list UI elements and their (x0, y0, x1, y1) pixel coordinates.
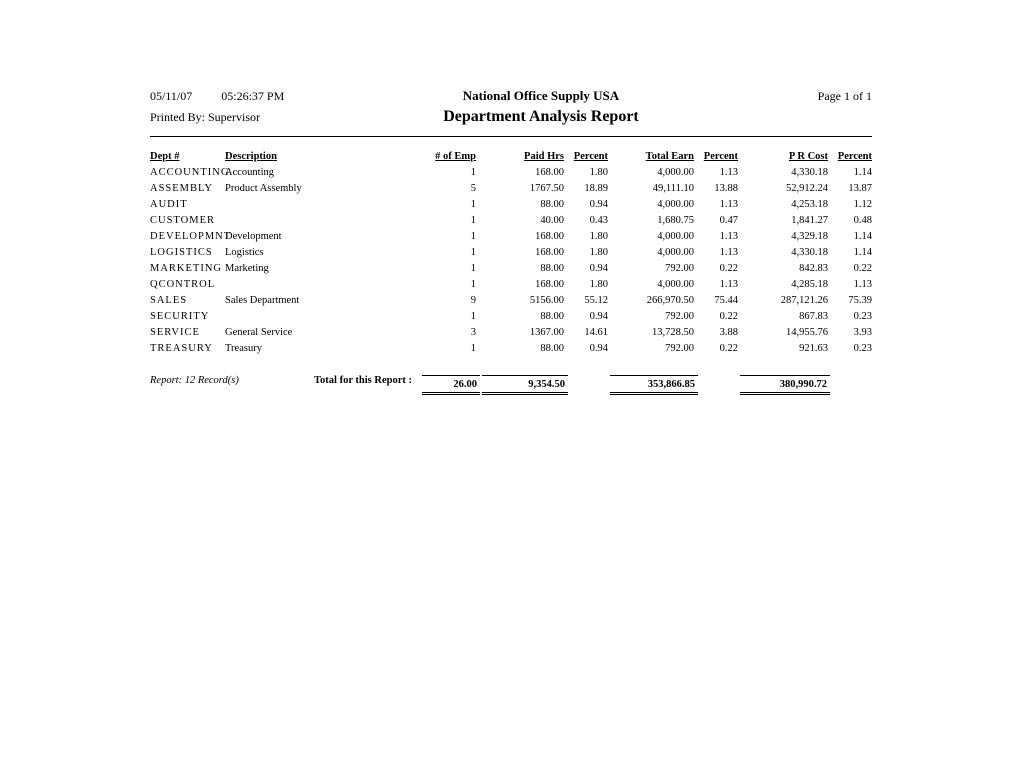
cell-description: Development (225, 231, 282, 242)
cell-dept: TREASURY (150, 343, 213, 354)
cell-percent-3: 0.23 (853, 311, 872, 322)
cell-paid-hrs: 88.00 (540, 263, 564, 274)
cell-paid-hrs: 168.00 (535, 231, 564, 242)
record-count: Report: 12 Record(s) (150, 375, 239, 386)
cell-dept: SALES (150, 295, 188, 306)
cell-percent-2: 13.88 (714, 183, 738, 194)
cell-percent-3: 1.13 (853, 279, 872, 290)
cell-description: Product Assembly (225, 183, 302, 194)
cell-percent-1: 1.80 (589, 231, 608, 242)
cell-percent-1: 14.61 (584, 327, 608, 338)
cell-num-emp: 1 (470, 311, 476, 322)
cell-num-emp: 1 (470, 231, 476, 242)
cell-percent-1: 0.43 (589, 215, 608, 226)
cell-num-emp: 1 (470, 247, 476, 258)
cell-num-emp: 1 (470, 199, 476, 210)
cell-description (225, 213, 400, 229)
cell-description: Marketing (225, 263, 269, 274)
cell-dept: ASSEMBLY (150, 183, 213, 194)
cell-percent-1: 0.94 (589, 263, 608, 274)
cell-description (225, 197, 400, 213)
cell-percent-3: 1.14 (853, 167, 872, 178)
cell-total-earn: 4,000.00 (657, 247, 694, 258)
cell-percent-3: 1.12 (853, 199, 872, 210)
cell-description: Treasury (225, 343, 262, 354)
cell-dept: DEVELOPMNT (150, 231, 232, 242)
cell-total-earn: 13,728.50 (652, 327, 694, 338)
cell-percent-3: 13.87 (848, 183, 872, 194)
cell-pr-cost: 4,330.18 (791, 167, 828, 178)
cell-percent-2: 0.22 (719, 263, 738, 274)
cell-dept: SECURITY (150, 311, 210, 322)
cell-description (225, 309, 400, 325)
cell-pr-cost: 867.83 (799, 311, 828, 322)
cell-total-earn: 4,000.00 (657, 167, 694, 178)
cell-percent-2: 0.22 (719, 311, 738, 322)
cell-dept: QCONTROL (150, 279, 216, 290)
total-label: Total for this Report : (314, 375, 412, 386)
cell-pr-cost: 4,329.18 (791, 231, 828, 242)
report-datetime (150, 89, 360, 104)
cell-paid-hrs: 168.00 (535, 279, 564, 290)
cell-percent-2: 0.22 (719, 343, 738, 354)
header-divider (150, 136, 872, 137)
cell-num-emp: 1 (470, 215, 476, 226)
total-paid-hrs: 9,354.50 (482, 375, 568, 395)
cell-percent-1: 1.80 (589, 279, 608, 290)
cell-percent-1: 18.89 (584, 183, 608, 194)
cell-dept: CUSTOMER (150, 215, 215, 226)
cell-percent-2: 1.13 (719, 167, 738, 178)
col-header-percent-1: Percent (573, 151, 608, 162)
cell-dept: AUDIT (150, 199, 188, 210)
cell-percent-2: 1.13 (719, 279, 738, 290)
col-header-percent-3: Percent (837, 151, 872, 162)
cell-paid-hrs: 1367.00 (529, 327, 564, 338)
cell-percent-1: 1.80 (589, 167, 608, 178)
page-number: Page 1 of 1 (817, 89, 872, 103)
cell-percent-3: 1.14 (853, 247, 872, 258)
cell-percent-1: 0.94 (589, 311, 608, 322)
cell-num-emp: 5 (470, 183, 476, 194)
cell-dept: SERVICE (150, 327, 200, 338)
cell-percent-3: 0.48 (853, 215, 872, 226)
cell-num-emp: 1 (470, 279, 476, 290)
cell-percent-1: 55.12 (584, 295, 608, 306)
total-num-emp: 26.00 (422, 375, 480, 395)
cell-percent-1: 0.94 (589, 343, 608, 354)
cell-percent-2: 1.13 (719, 231, 738, 242)
cell-percent-2: 0.47 (719, 215, 738, 226)
table-header-row (150, 149, 872, 165)
cell-pr-cost: 4,253.18 (791, 199, 828, 210)
cell-percent-3: 0.22 (853, 263, 872, 274)
report-page (150, 88, 872, 405)
table-body (150, 165, 872, 357)
cell-pr-cost: 921.63 (799, 343, 828, 354)
cell-percent-3: 3.93 (853, 327, 872, 338)
cell-paid-hrs: 40.00 (540, 215, 564, 226)
cell-total-earn: 4,000.00 (657, 199, 694, 210)
cell-total-earn: 266,970.50 (646, 295, 694, 306)
cell-num-emp: 9 (470, 295, 476, 306)
cell-num-emp: 1 (470, 263, 476, 274)
cell-dept: ACCOUNTING (150, 167, 230, 178)
cell-total-earn: 4,000.00 (657, 279, 694, 290)
report-date: 05/11/07 (150, 89, 193, 103)
report-header-line2 (150, 108, 872, 126)
col-header-description: Description (225, 151, 277, 162)
cell-percent-1: 0.94 (589, 199, 608, 210)
cell-percent-2: 3.88 (719, 327, 738, 338)
cell-percent-3: 0.23 (853, 343, 872, 354)
cell-pr-cost: 287,121.26 (780, 295, 828, 306)
report-header-line1 (150, 88, 872, 104)
cell-description: Logistics (225, 247, 264, 258)
cell-paid-hrs: 88.00 (540, 311, 564, 322)
cell-description (225, 277, 400, 293)
cell-total-earn: 49,111.10 (652, 183, 694, 194)
col-header-paid-hrs: Paid Hrs (524, 151, 564, 162)
cell-pr-cost: 1,841.27 (791, 215, 828, 226)
total-total-earn: 353,866.85 (610, 375, 698, 395)
cell-paid-hrs: 88.00 (540, 199, 564, 210)
cell-total-earn: 792.00 (665, 263, 694, 274)
cell-pr-cost: 842.83 (799, 263, 828, 274)
cell-dept: MARKETING (150, 263, 222, 274)
cell-description: General Service (225, 327, 293, 338)
report-title: Department Analysis Report (443, 108, 639, 125)
cell-description: Accounting (225, 167, 274, 178)
printed-by: Printed By: Supervisor (150, 110, 260, 124)
col-header-percent-2: Percent (703, 151, 738, 162)
report-time: 05:26:37 PM (221, 89, 285, 103)
cell-num-emp: 1 (470, 167, 476, 178)
cell-percent-2: 75.44 (714, 295, 738, 306)
col-header-pr-cost: P R Cost (788, 151, 828, 162)
cell-num-emp: 1 (470, 343, 476, 354)
cell-dept: LOGISTICS (150, 247, 213, 258)
cell-paid-hrs: 168.00 (535, 167, 564, 178)
col-header-total-earn: Total Earn (645, 151, 694, 162)
cell-percent-3: 1.14 (853, 231, 872, 242)
col-header-dept: Dept # (150, 151, 180, 162)
cell-percent-2: 1.13 (719, 247, 738, 258)
cell-pr-cost: 4,330.18 (791, 247, 828, 258)
cell-paid-hrs: 168.00 (535, 247, 564, 258)
cell-paid-hrs: 5156.00 (529, 295, 564, 306)
col-header-num-emp: # of Emp (435, 151, 476, 162)
cell-paid-hrs: 1767.50 (529, 183, 564, 194)
cell-percent-3: 75.39 (848, 295, 872, 306)
cell-percent-2: 1.13 (719, 199, 738, 210)
cell-pr-cost: 4,285.18 (791, 279, 828, 290)
cell-total-earn: 792.00 (665, 311, 694, 322)
cell-paid-hrs: 88.00 (540, 343, 564, 354)
total-pr-cost: 380,990.72 (740, 375, 830, 395)
cell-total-earn: 4,000.00 (657, 231, 694, 242)
company-name: National Office Supply USA (462, 88, 620, 103)
cell-pr-cost: 14,955.76 (786, 327, 828, 338)
cell-percent-1: 1.80 (589, 247, 608, 258)
cell-pr-cost: 52,912.24 (786, 183, 828, 194)
cell-num-emp: 3 (470, 327, 476, 338)
cell-description: Sales Department (225, 295, 300, 306)
cell-total-earn: 792.00 (665, 343, 694, 354)
report-footer (150, 375, 872, 405)
cell-total-earn: 1,680.75 (657, 215, 694, 226)
